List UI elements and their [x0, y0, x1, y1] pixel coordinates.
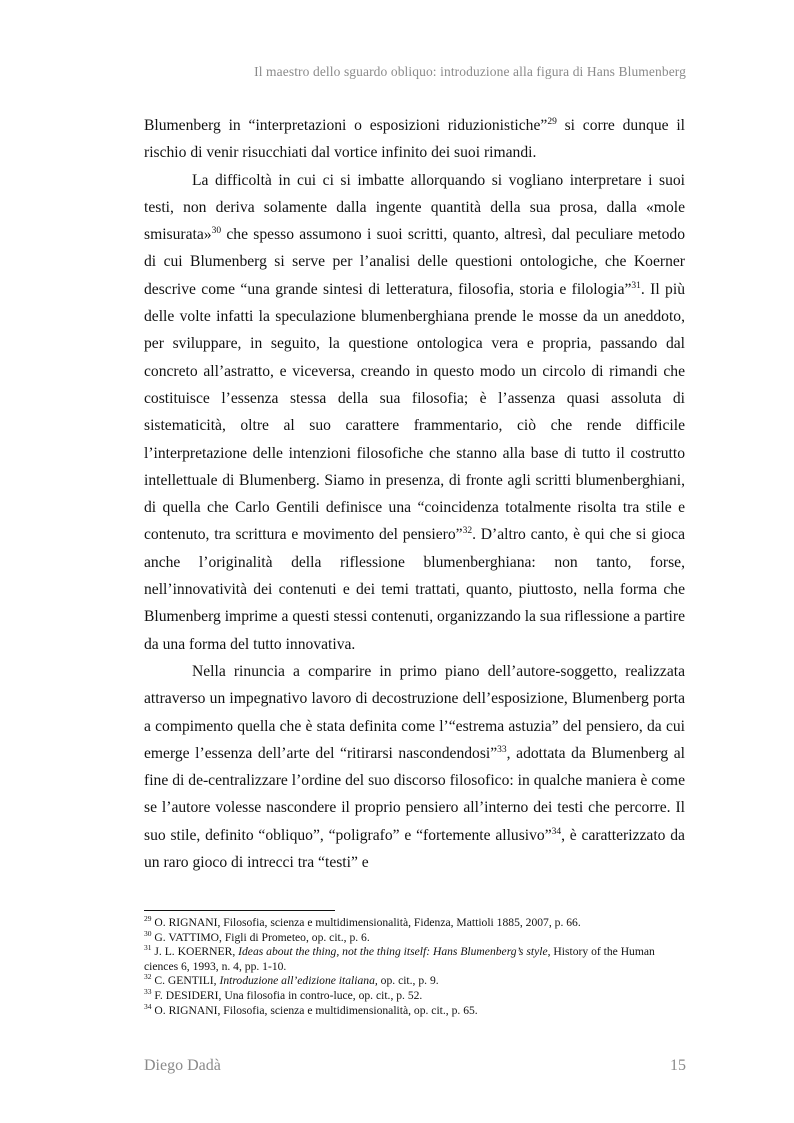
footnote-text: O. RIGNANI, Filosofia, scienza e multidimensionalità, op. cit., p. 65. — [151, 1003, 478, 1017]
paragraph — [144, 658, 685, 876]
footer-author: Diego Dadà — [144, 1057, 221, 1074]
footnote-number: 31 — [144, 943, 152, 953]
paragraph — [144, 112, 685, 167]
footnote-ref: 29 — [547, 116, 557, 127]
page-number: 15 — [670, 1057, 686, 1074]
footnote-number: 29 — [144, 914, 152, 924]
footnote-ref: 31 — [631, 280, 641, 291]
footnote-text: , History of the Human ciences 6, 1993, n. 4, pp. 1-10. — [144, 945, 655, 973]
footnote-number: 33 — [144, 987, 152, 997]
text-run: . Il più delle volte infatti la speculazione blumenberghiana prende le mosse da un aneddoto, per sviluppare, in seguito, la questione ontologica vera e propria, passando dal concreto all’astratto, e viceversa, creando in questo modo un circolo di rimandi che costituisce l’essenza stessa della sua filosofia; è l’assenza quasi assoluta di sistematicità, oltre al suo carattere frammentario, ciò che rende difficile l’interpretazione delle intenzioni filosofiche che stanno alla base di tutto il costrutto intellettuale di Blumenberg. Siamo in presenza, di fronte agli scritti blumenberghiani, di quella che Carlo Gentili definisce una “coincidenza totalmente risolta tra stile e contenuto, tra scrittura e movimento del pensiero” — [144, 280, 685, 544]
footnote-ref: 30 — [211, 226, 222, 236]
footnote-ref: 32 — [462, 526, 473, 537]
text-run: Blumenberg in “interpretazioni o esposizioni riduzionistiche” — [144, 117, 548, 134]
footnote-text: O. RIGNANI, Filosofia, scienza e multidimensionalità, Fidenza, Mattioli 1885, 2007, p. 66. — [151, 916, 581, 929]
footnote-divider — [144, 910, 335, 911]
footnote-32 — [144, 974, 689, 989]
footnote-34 — [144, 1001, 689, 1019]
footnote-text: C. GENTILI, — [151, 974, 220, 988]
footnote-title: Ideas about the thing, not the thing itself: Hans Blumenberg’s style — [238, 945, 548, 959]
footnote-text: F. DESIDERI, Una filosofia in contro-luce, op. cit., p. 52. — [151, 988, 423, 1002]
footnote-text: J. L. KOERNER, — [151, 945, 239, 959]
text-run: che spesso assumono i suoi scritti, quanto, altresì, dal peculiare metodo di cui Blumenberg si serve per l’analisi delle questioni ontologiche, che Koerner descrive come “una grande sintesi di letteratura, filosofia, storia e filologia” — [144, 226, 685, 298]
text-run: , è caratterizzato da un raro gioco di intrecci tra “testi” e — [144, 826, 685, 872]
footnote-number: 30 — [144, 928, 152, 938]
text-run: La difficoltà in cui ci si imbatte allorquando si vogliano interpretare i suoi testi, non deriva solamente dalla ingente quantità della sua prosa, dalla «mole smisurata» — [144, 171, 685, 244]
running-header: Il maestro dello sguardo obliquo: introduzione alla figura di Hans Blumenberg — [254, 64, 686, 79]
text-run: Nella rinuncia a comparire in primo piano dell’autore-soggetto, realizzata attraverso un impegnativo lavoro di decostruzione dell’esposizione, Blumenberg porta a compimento quella che è stata definita come l’“estrema astuzia” del pensiero, da cui emerge l’essenza dell’arte del “ritirarsi nascondendosi” — [144, 662, 685, 762]
footnote-29 — [144, 916, 689, 931]
text-run: si corre dunque il rischio di venir risucchiati dal vortice infinito dei suoi rimandi. — [144, 117, 685, 162]
text-run: . D’altro canto, è qui che si gioca anche l’originalità della riflessione blumenberghiana: non tanto, forse, nell’innovatività dei contenuti e dei temi trattati, quanto, piuttosto, nella forma che Blumenberg imprime a questi stessi contenuti, organizzando la sua riflessione a partire da una forma del tutto innovativa. — [144, 526, 685, 653]
footnotes — [144, 916, 689, 1018]
footnote-ref: 34 — [551, 826, 562, 837]
text-run: , adottata da Blumenberg al fine di de-centralizzare l’ordine del suo discorso filosofico: in qualche maniera è come se l’autore volesse nascondere il proprio pensiero all’interno dei testi che percorre. Il suo stile, definito “obliquo”, “poligrafo” e “fortemente allusivo” — [144, 744, 685, 844]
footnote-title: Introduzione all’edizione italiana, — [219, 974, 378, 988]
footnote-33 — [144, 989, 689, 1004]
footnote-text: G. VATTIMO, Figli di Prometeo, op. cit., p. 6. — [151, 930, 370, 944]
footnote-text: op. cit., p. 9. — [377, 974, 439, 988]
footnote-ref: 33 — [497, 744, 507, 755]
paragraph — [144, 167, 685, 658]
body-text — [144, 112, 685, 876]
footnote-number: 34 — [144, 1001, 152, 1011]
footnote-31 — [144, 945, 689, 974]
footnote-number: 32 — [144, 972, 152, 982]
footnote-30 — [144, 928, 689, 946]
